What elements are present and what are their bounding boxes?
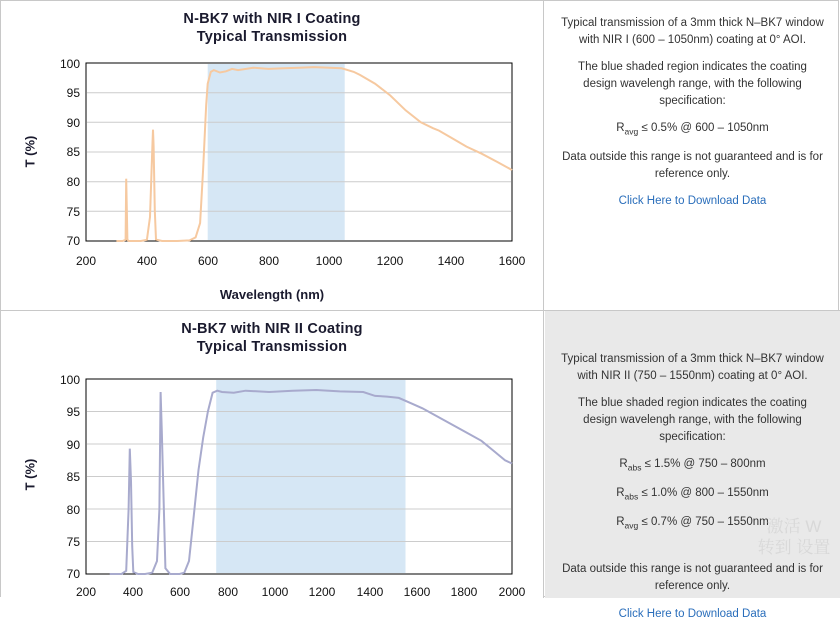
watermark-line-2: 转到 设置 [757,538,831,558]
spec-symbol: R [616,122,625,135]
chart-title-line2: Typical Transmission [196,29,348,45]
description-paragraph-2: The blue shaded region indicates the coating design wavelengh range, with the following specification: [578,397,807,443]
ytick-nir1-70: 70 [66,234,80,248]
xtick-nir2-1800: 1800 [450,585,478,599]
spec-line-1 [561,120,824,138]
spec-value: ≤ 0.5% @ 600 – 1050nm [638,122,769,135]
chart-cell-nir1 [1,1,544,310]
ytick-nir1-75: 75 [66,205,80,219]
xtick-nir2-1400: 1400 [356,585,384,599]
spec-line-1 [561,456,824,474]
xtick-nir2-1600: 1600 [403,585,431,599]
chart-title-line1: N-BK7 with NIR II Coating [181,321,363,337]
ytick-nir2-85: 85 [66,470,80,484]
spec-value: ≤ 1.5% @ 750 – 800nm [641,458,766,471]
xtick-nir1-800: 800 [258,254,280,268]
xtick-nir2-1200: 1200 [308,585,336,599]
ytick-nir2-90: 90 [66,438,80,452]
ytick-nir2-75: 75 [66,535,80,549]
chart-title-nir2 [1,321,543,355]
spec-symbol: R [619,458,628,471]
xtick-nir2-400: 400 [122,585,144,599]
xtick-nir1-1200: 1200 [376,254,404,268]
panel-nir2 [1,311,840,620]
chart-cell-nir2 [1,311,544,598]
ytick-nir2-70: 70 [66,567,80,581]
spec-value: ≤ 1.0% @ 800 – 1550nm [638,486,769,499]
description-paragraph-1: Typical transmission of a 3mm thick N–BK7 window with NIR I (600 – 1050nm) coating at 0° AOI. [561,17,824,46]
spec-subscript: abs [627,462,642,473]
ytick-nir1-85: 85 [66,145,80,159]
description-cell-nir2 [545,311,840,620]
plot-svg-nir1 [86,63,512,241]
xtick-nir1-400: 400 [136,254,158,268]
description-paragraph-3: Data outside this range is not guaranteed and is for reference only. [562,150,823,180]
description-cell-nir1 [545,1,840,310]
y-axis-title-nir2: T (%) [22,458,38,491]
chart-title-line2: Typical Transmission [196,339,348,355]
download-data-link-nir1[interactable]: Click Here to Download Data [618,195,767,208]
ytick-nir1-80: 80 [66,175,80,189]
xtick-nir2-600: 600 [169,585,191,599]
plot-svg-nir2 [86,379,512,574]
panel-nir1 [1,1,840,311]
ytick-nir1-90: 90 [66,116,80,130]
xtick-nir2-2000: 2000 [498,585,526,599]
chart-title-nir1 [1,11,543,45]
download-data-link-nir2[interactable]: Click Here to Download Data [618,607,767,620]
xtick-nir1-1000: 1000 [315,254,343,268]
ytick-nir1-95: 95 [66,86,80,100]
ytick-nir2-95: 95 [66,405,80,419]
x-axis-title-nir1: Wavelength (nm) [219,287,325,302]
plot-area-nir2 [86,379,512,574]
xtick-nir1-1600: 1600 [498,254,526,268]
spec-value: ≤ 0.7% @ 750 – 1550nm [638,515,769,528]
spec-symbol: R [616,486,625,499]
description-paragraph-1: Typical transmission of a 3mm thick N–BK7 window with NIR II (750 – 1550nm) coating at 0° AOI. [561,353,824,382]
xtick-nir1-600: 600 [197,254,219,268]
xtick-nir2-1000: 1000 [261,585,289,599]
ytick-nir2-80: 80 [66,503,80,517]
chart-title-line1: N-BK7 with NIR I Coating [183,11,361,27]
spec-symbol: R [616,515,625,528]
spec-subscript: avg [624,126,639,137]
spec-subscript: abs [624,491,639,502]
xtick-nir1-200: 200 [75,254,97,268]
spec-line-3 [561,514,824,532]
ytick-nir2-100: 100 [59,373,80,387]
y-axis-title-nir1: T (%) [22,135,38,168]
description-paragraph-3: Data outside this range is not guaranteed and is for reference only. [562,563,823,592]
ytick-nir1-100: 100 [59,57,80,71]
xtick-nir2-800: 800 [217,585,239,599]
spec-line-2 [561,485,824,503]
watermark-line-1: 激活 W [766,517,822,536]
xtick-nir2-200: 200 [75,585,97,599]
xtick-nir1-1400: 1400 [437,254,465,268]
description-paragraph-2: The blue shaded region indicates the coating design wavelengh range, with the following specification: [578,61,807,107]
spec-subscript: avg [624,519,639,530]
plot-area-nir1 [86,63,512,241]
